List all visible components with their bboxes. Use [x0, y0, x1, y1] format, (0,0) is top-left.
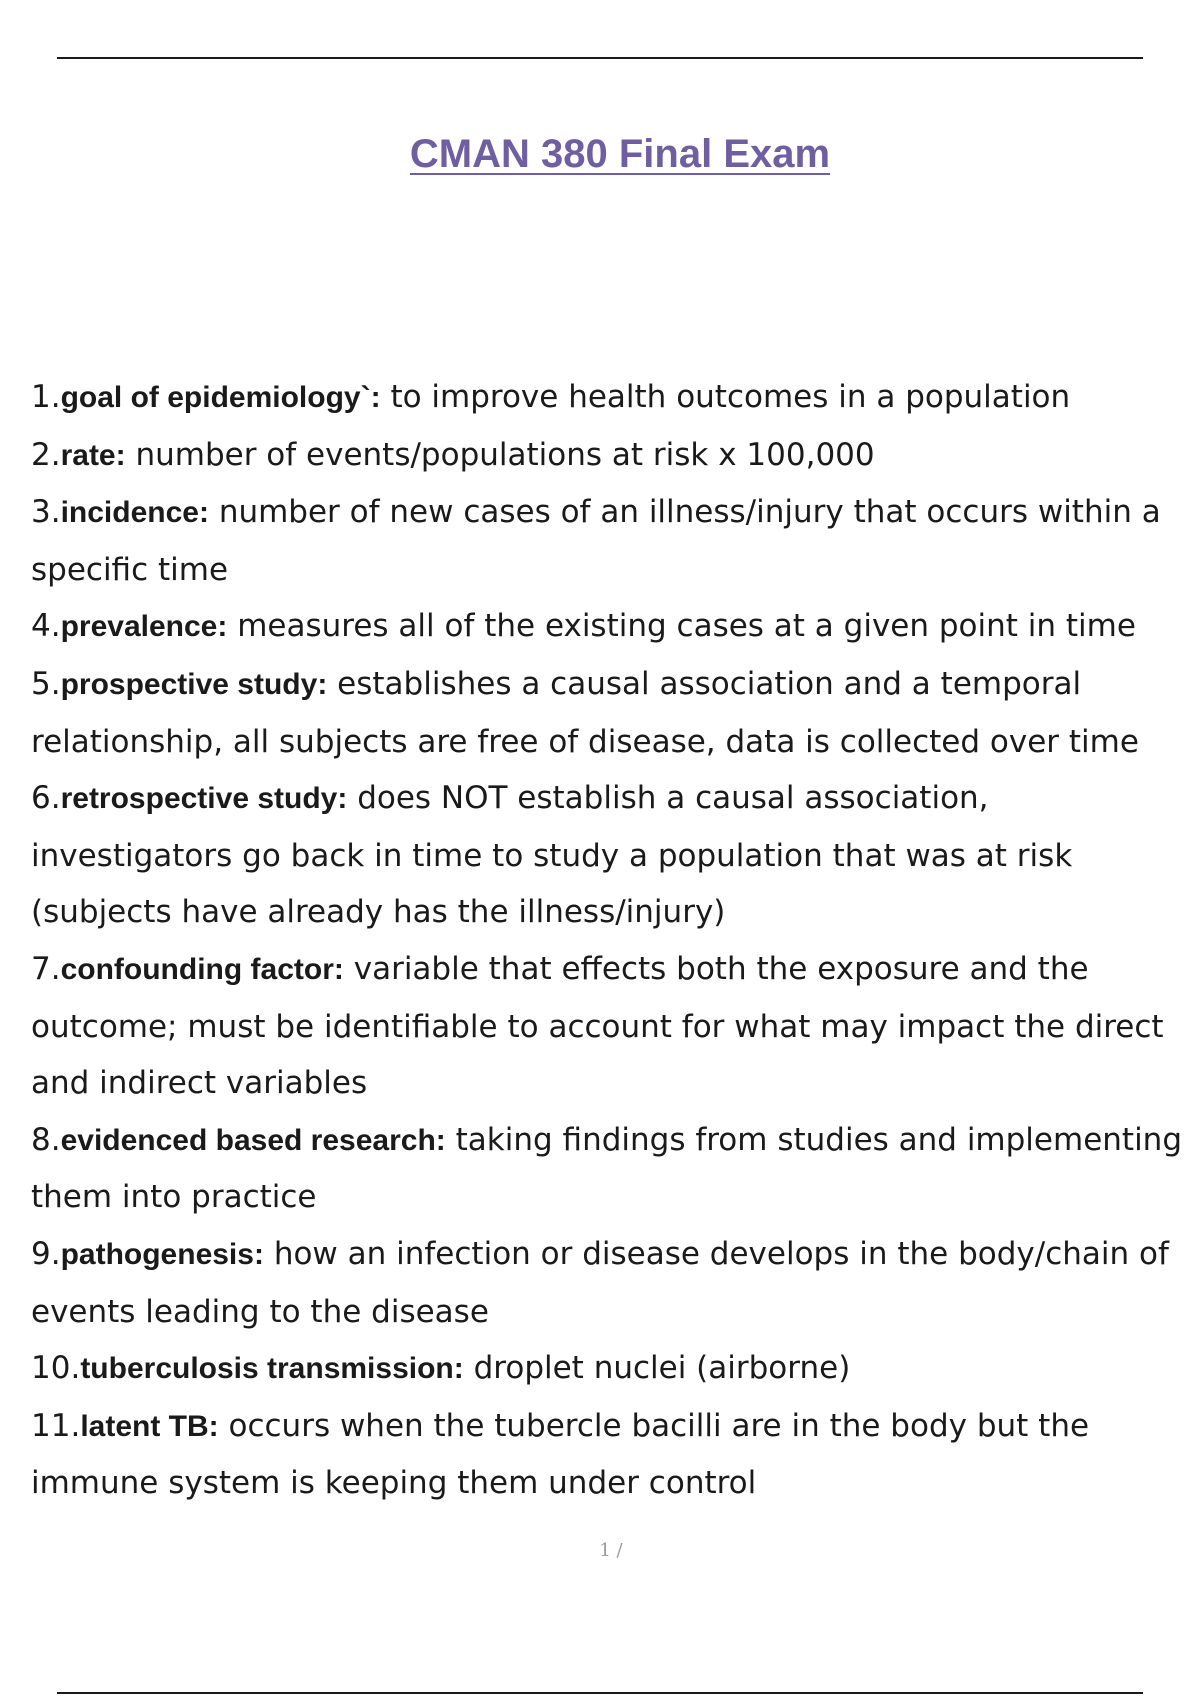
- term-definition: droplet nuclei (airborne): [473, 1350, 851, 1387]
- term-definition: to improve health outcomes in a population: [390, 379, 1071, 415]
- item-number: 2.: [31, 436, 61, 473]
- list-item: [31, 1112, 1191, 1226]
- item-number: 11.: [31, 1407, 81, 1444]
- item-number: 9.: [31, 1235, 61, 1272]
- term-definition: measures all of the existing cases at a given point in time: [237, 608, 1136, 645]
- term-definition: taking findings from studies and implementing them into practice: [31, 1121, 1183, 1216]
- term-name: prevalence:: [60, 610, 228, 644]
- term-name: tuberculosis transmission:: [80, 1352, 464, 1386]
- term-name: evidenced based research:: [60, 1123, 446, 1157]
- list-item: [31, 1226, 1191, 1340]
- term-name: prospective study:: [60, 667, 328, 701]
- document-title: CMAN 380 Final Exam: [409, 132, 831, 176]
- term-name: goal of epidemiology`:: [60, 381, 381, 414]
- list-item: [31, 941, 1191, 1112]
- list-item: [31, 598, 1191, 656]
- term-definition: number of new cases of an illness/injury that occurs within a specific time: [31, 494, 1161, 588]
- term-definition: occurs when the tubercle bacilli are in the body but the immune system is keeping them under control: [31, 1407, 1090, 1502]
- list-item: [31, 1340, 1191, 1398]
- term-name: incidence:: [60, 496, 209, 530]
- list-item: [31, 484, 1191, 598]
- list-item: [31, 770, 1191, 941]
- bottom-divider: [57, 1692, 1143, 1694]
- item-number: 6.: [31, 780, 61, 817]
- term-name: retrospective study:: [60, 782, 348, 816]
- term-name: latent TB:: [80, 1409, 219, 1443]
- term-definition: does NOT establish a causal association, investigators go back in time to study a population that was at risk (subjects have already has the illness/injury): [31, 780, 1073, 931]
- term-list: [31, 369, 1191, 1512]
- term-definition: establishes a causal association and a temporal relationship, all subjects are free of disease, data is collected over time: [31, 665, 1139, 760]
- list-item: [31, 656, 1191, 770]
- list-item: [31, 427, 1191, 485]
- item-number: 3.: [31, 494, 61, 531]
- top-divider: [57, 57, 1143, 59]
- item-number: 1.: [31, 379, 61, 415]
- list-item: [31, 369, 1191, 427]
- page-number: 1 /: [599, 1540, 623, 1561]
- item-number: 4.: [31, 608, 61, 645]
- term-name: confounding factor:: [60, 952, 344, 986]
- item-number: 10.: [31, 1350, 81, 1387]
- item-number: 5.: [31, 665, 61, 702]
- list-item: [31, 1398, 1191, 1512]
- item-number: 8.: [31, 1121, 61, 1158]
- term-name: rate:: [60, 438, 126, 472]
- item-number: 7.: [31, 950, 61, 987]
- term-definition: how an infection or disease develops in the body/chain of events leading to the disease: [31, 1235, 1169, 1330]
- term-name: pathogenesis:: [60, 1237, 264, 1271]
- term-definition: variable that effects both the exposure and the outcome; must be identifiable to account for what may impact the direct and indirect variables: [31, 950, 1164, 1102]
- term-definition: number of events/populations at risk x 100,000: [135, 436, 875, 473]
